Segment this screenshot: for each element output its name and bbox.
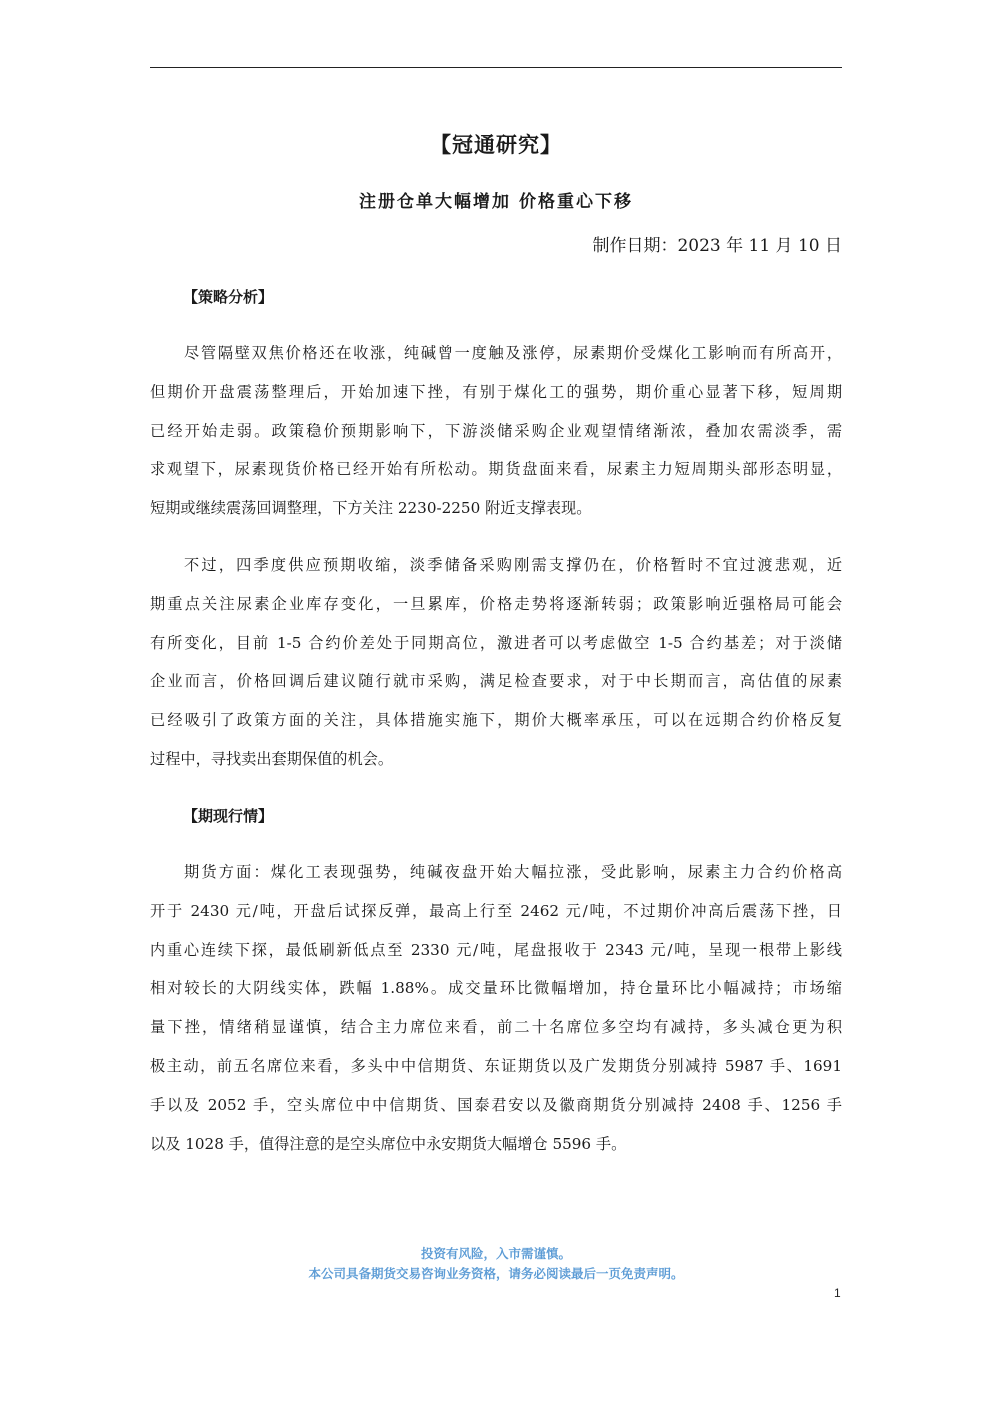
page-number: 1 — [834, 1286, 841, 1300]
market-paragraph-1 — [150, 853, 842, 1163]
text-line: 企业而言，价格回调后建议随行就市采购，满足检查要求，对于中长期而言，高估值的尿素 — [150, 672, 842, 691]
text-line: 手以及 2052 手，空头席位中中信期货、国泰君安以及徽商期货分别减持 2408 手、1256 手 — [150, 1095, 842, 1114]
text-line: 极主动，前五名席位来看，多头中中信期货、东证期货以及广发期货分别减持 5987 手、1691 — [150, 1056, 842, 1075]
section-heading-strategy: 【策略分析】 — [183, 288, 274, 306]
text-line: 相对较长的大阴线实体，跌幅 1.88%。成交量环比微幅增加，持仓量环比小幅减持；市场缩 — [150, 979, 842, 998]
report-title: 注册仓单大幅增加 价格重心下移 — [359, 192, 633, 212]
text-line: 求观望下，尿素现货价格已经开始有所松动。期货盘面来看，尿素主力短周期头部形态明显， — [150, 460, 842, 479]
risk-warning: 投资有风险，入市需谨慎。 — [420, 1246, 571, 1261]
text-line: 有所变化，目前 1-5 合约价差处于同期高位，激进者可以考虑做空 1-5 合约基差；对于淡储 — [150, 633, 842, 652]
text-line: 已经吸引了政策方面的关注，具体措施实施下，期价大概率承压，可以在远期合约价格反复 — [150, 711, 842, 730]
text-line: 尽管隔壁双焦价格还在收涨，纯碱曾一度触及涨停，尿素期价受煤化工影响而有所高开， — [184, 344, 842, 362]
text-line: 短期或继续震荡回调整理，下方关注 2230-2250 附近支撑表现。 — [150, 499, 592, 518]
text-line: 以及 1028 手，值得注意的是空头席位中永安期货大幅增仓 5596 手。 — [150, 1134, 627, 1153]
disclaimer-note: 本公司具备期货交易咨询业务资格，请务必阅读最后一页免责声明。 — [308, 1266, 684, 1281]
text-line: 已经开始走弱。政策稳价预期影响下，下游淡储采购企业观望情绪渐浓，叠加农需淡季，需 — [150, 421, 842, 440]
header-rule — [150, 67, 842, 68]
text-line: 但期价开盘震荡整理后，开始加速下挫，有别于煤化工的强势，期价重心显著下移，短周期 — [150, 382, 842, 401]
section-heading-market: 【期现行情】 — [183, 807, 274, 825]
text-line: 不过，四季度供应预期收缩，淡季储备采购刚需支撑仍在，价格暂时不宜过渡悲观，近 — [184, 556, 842, 574]
text-line: 期货方面：煤化工表现强势，纯碱夜盘开始大幅拉涨，受此影响，尿素主力合约价格高 — [184, 863, 842, 881]
text-line: 量下挫，情绪稍显谨慎，结合主力席位来看，前二十名席位多空均有减持，多头减仓更为积 — [150, 1018, 842, 1037]
strategy-paragraph-2 — [150, 546, 842, 779]
strategy-paragraph-1 — [150, 334, 842, 528]
text-line: 开于 2430 元/吨，开盘后试探反弹，最高上行至 2462 元/吨，不过期价冲高后震荡下挫，日 — [150, 901, 842, 920]
brand-title: 【冠通研究】 — [430, 133, 562, 157]
text-line: 内重心连续下探，最低刷新低点至 2330 元/吨，尾盘报收于 2343 元/吨，呈现一根带上影线 — [150, 940, 842, 959]
text-line: 期重点关注尿素企业库存变化，一旦累库，价格走势将逐渐转弱；政策影响近强格局可能会 — [150, 594, 842, 613]
text-line: 过程中，寻找卖出套期保值的机会。 — [150, 749, 393, 768]
report-date: 制作日期：2023 年 11 月 10 日 — [592, 236, 842, 256]
